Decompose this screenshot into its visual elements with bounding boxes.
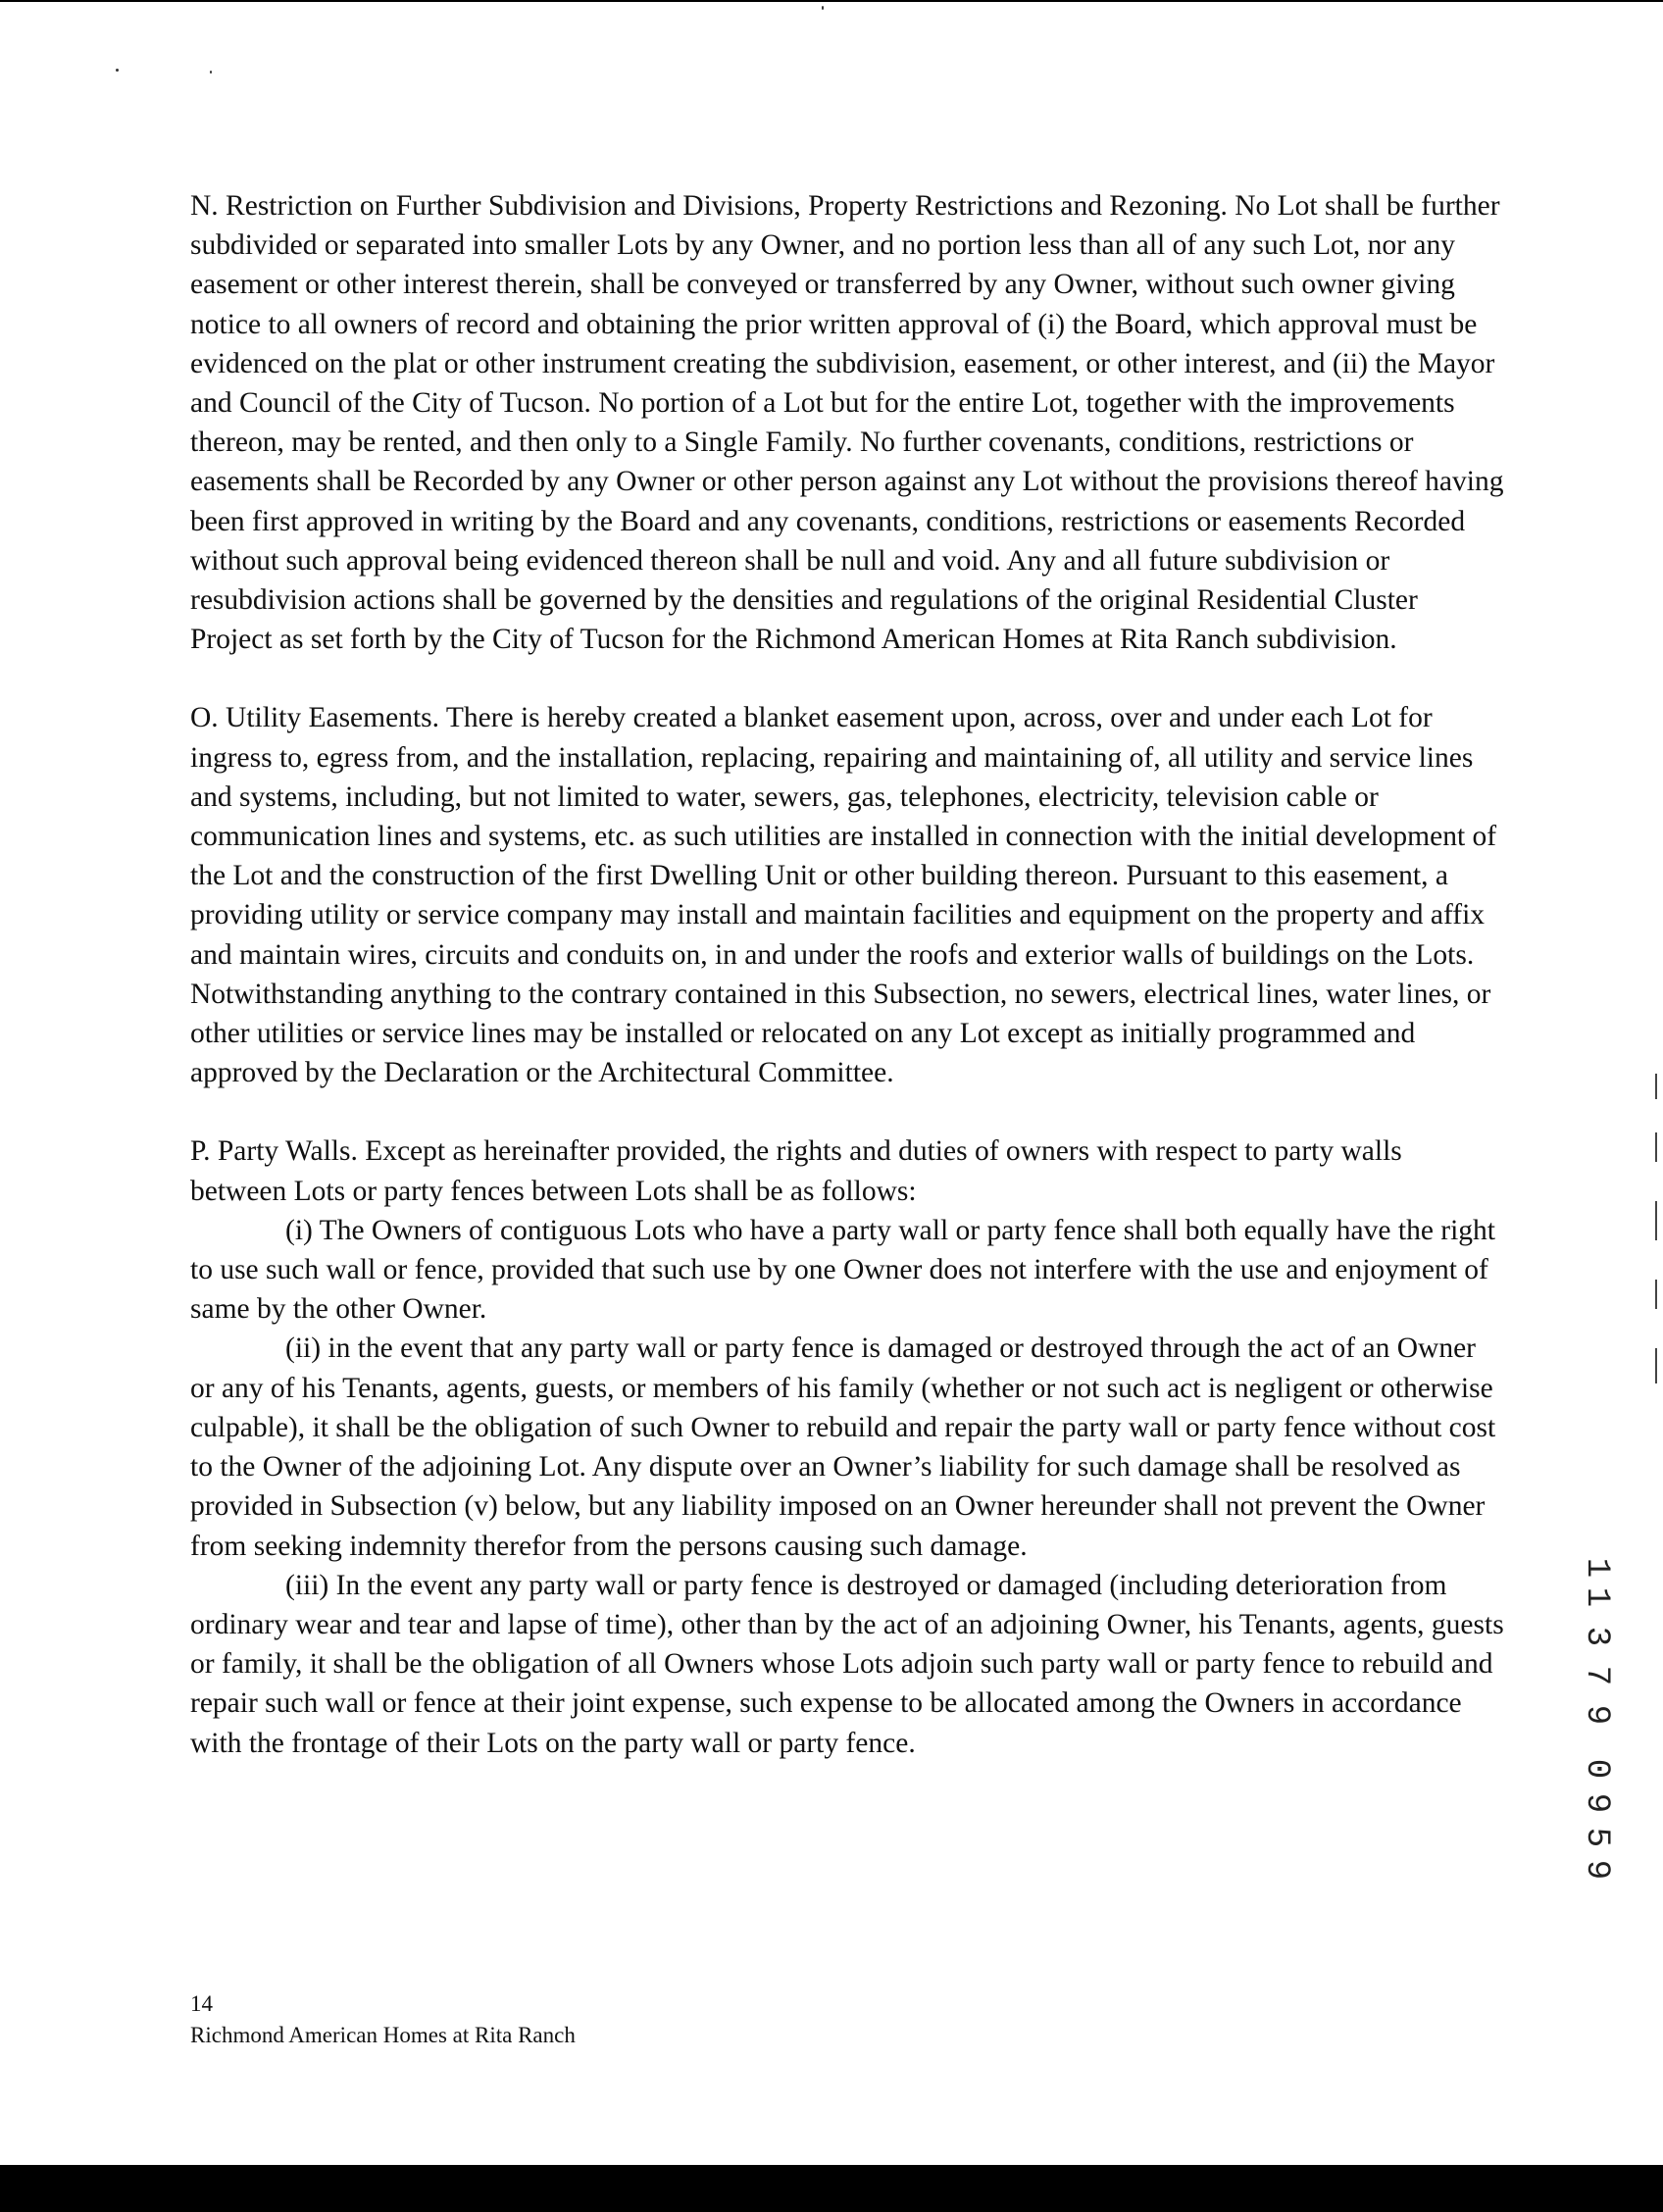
scan-top-edge xyxy=(0,0,1663,2)
stamp-glyph: 9 xyxy=(1578,1859,1615,1881)
section-o: O. Utility Easements. There is hereby created a blanket easement upon, across, over and under each Lot for ingress to, egress from, and the installation, replacing, repairing and maintaining of, all utility and service lines and systems, including, but not limited to water, sewers, gas, telephones, electricity, television cable or communication lines and systems, etc. as such utilities are installed in connection with the initial development of the Lot and the construction of the first Dwelling Unit or other building thereon. Pursuant to this easement, a providing utility or service company may install and maintain facilities and equipment on the property and affix and maintain wires, circuits and conduits on, in and under the roofs and exterior walls of buildings on the Lots. Notwithstanding anything to the contrary contained in this Subsection, no sewers, electrical lines, water lines, or other utilities or service lines may be installed or relocated on any Lot except as initially programmed and approved by the Declaration or the Architectural Committee. xyxy=(190,702,1497,1089)
section-n: N. Restriction on Further Subdivision and Divisions, Property Restrictions and Rezoning. No Lot shall be further subdivided or separated into smaller Lots by any Owner, and no portion less than all of any such Lot, nor any easement or other interest therein, shall be conveyed or transferred by any Owner, without such owner giving notice to all owners of record and obtaining the prior written approval of (i) the Board, which approval must be evidenced on the plat or other instrument creating the subdivision, easement, or other interest, and (ii) the Mayor and Council of the City of Tucson. No portion of a Lot but for the entire Lot, together with the improvements thereon, may be rented, and then only to a Single Family. No further covenants, conditions, restrictions or easements shall be Recorded by any Owner or other person against any Lot without the provisions thereof having been first approved in writing by the Board and any covenants, conditions, restrictions or easements Recorded without such approval being evidenced thereon shall be null and void. Any and all future subdivision or resubdivision actions shall be governed by the densities and regulations of the original Residential Cluster Project as set forth by the City of Tucson for the Richmond American Homes at Rita Ranch subdivision. xyxy=(190,190,1504,656)
footer-title: Richmond American Homes at Rita Ranch xyxy=(190,2023,576,2047)
stamp-glyph: 1 xyxy=(1578,1586,1615,1608)
document-body xyxy=(190,186,1504,1763)
scan-bottom-edge xyxy=(0,2165,1663,2212)
section-p xyxy=(190,1131,1504,1762)
stamp-glyph: 3 xyxy=(1578,1626,1615,1647)
page-footer xyxy=(190,1988,576,2051)
stamp-glyph: 1 xyxy=(1578,1557,1615,1579)
stamp-glyph: 5 xyxy=(1578,1827,1615,1848)
stamp-glyph: 9 xyxy=(1578,1704,1615,1726)
section-p-subparagraph-ii: (ii) in the event that any party wall or party fence is damaged or destroyed through the act of an Owner or any of his Tenants, agents, guests, or members of his family (whether or not such act is negligent or otherwise culpable), it shall be the obligation of such Owner to rebuild and repair the party wall or party fence without cost to the Owner of the adjoining Lot. Any dispute over an Owner’s liability for such damage shall be resolved as provided in Subsection (v) below, but any liability imposed on an Owner hereunder shall not prevent the Owner from seeking indemnity therefor from the persons causing such damage. xyxy=(190,1332,1496,1562)
stamp-glyph: 0 xyxy=(1578,1758,1615,1780)
scan-speck xyxy=(822,6,824,10)
scan-speck xyxy=(116,69,119,72)
scan-speck xyxy=(210,71,212,74)
recording-stamp xyxy=(1577,1549,1616,1883)
section-p-intro: P. Party Walls. Except as hereinafter provided, the rights and duties of owners with respect to party walls between Lots or party fences between Lots shall be as follows: xyxy=(190,1135,1402,1207)
section-p-subparagraph-i: (i) The Owners of contiguous Lots who have a party wall or party fence shall both equally have the right to use such wall or fence, provided that such use by one Owner does not interfere with the use and enjoyment of same by the other Owner. xyxy=(190,1214,1496,1326)
scan-edge-marks xyxy=(1655,1074,1658,1387)
page-number: 14 xyxy=(190,1991,213,2016)
section-p-subparagraph-iii: (iii) In the event any party wall or party fence is destroyed or damaged (including deterioration from ordinary wear and tear and lapse of time), other than by the act of an adjoining Owner, his Tenants, agents, guests or family, it shall be the obligation of all Owners whose Lots adjoin such party wall or party fence to rebuild and repair such wall or fence at their joint expense, such expense to be allocated among the Owners in accordance with the frontage of their Lots on the party wall or party fence. xyxy=(190,1569,1504,1759)
stamp-glyph: 9 xyxy=(1578,1792,1615,1814)
stamp-glyph: 7 xyxy=(1578,1665,1615,1686)
